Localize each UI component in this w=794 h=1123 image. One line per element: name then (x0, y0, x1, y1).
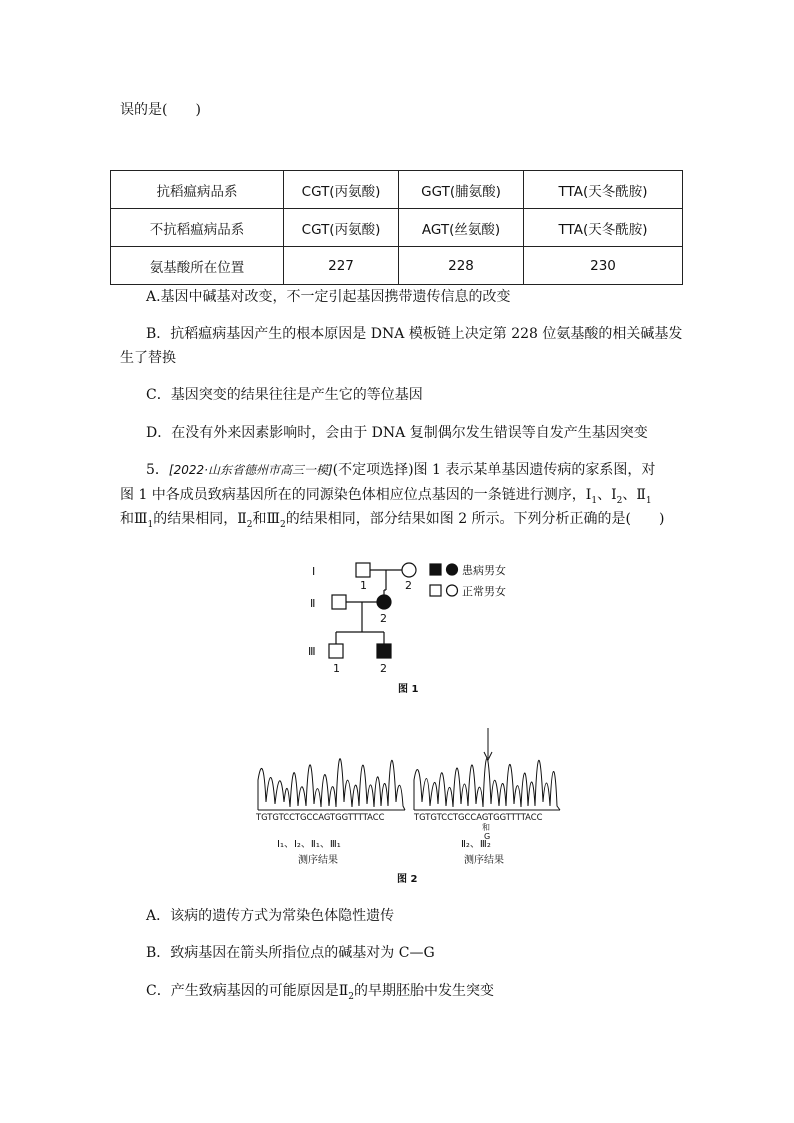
svg-text:2: 2 (380, 612, 387, 625)
sequencing-figure (250, 722, 580, 887)
q4-option-b-line2: 生了替换 (120, 350, 176, 366)
left-result-label: 测序结果 (298, 855, 338, 866)
q5-number: 5． (146, 462, 169, 478)
g-label: G (484, 832, 491, 841)
left-members-label: Ⅰ₁、Ⅰ₂、Ⅱ₁、Ⅲ₁ (277, 839, 341, 850)
gen-II-label: Ⅱ (310, 597, 316, 610)
pedigree-figure (300, 555, 530, 700)
pedigree-II2-affected-female (377, 595, 391, 609)
sequence-left: TGTGTCCTGCCAGTGGTTTTACC (256, 812, 385, 822)
gen-III-label: Ⅲ (308, 645, 316, 658)
row-label: 抗稻瘟病品系 (111, 171, 284, 209)
codon-table (110, 170, 683, 285)
pedigree-I2-female (402, 563, 416, 577)
q5-source: [2022·山东省德州市高三一模] (168, 463, 333, 477)
legend-affected-female-icon (447, 564, 458, 575)
right-members-label: Ⅱ₂、Ⅲ₂ (461, 839, 491, 850)
table-cell: GGT(脯氨酸) (399, 171, 524, 209)
chromatogram-right (414, 758, 560, 810)
table-cell: CGT(丙氨酸) (284, 209, 399, 247)
q5-option-b: B．致病基因在箭头所指位点的碱基对为 C—G (146, 945, 435, 961)
q4-option-d: D．在没有外来因素影响时，会由于 DNA 复制偶尔发生错误等自发产生基因突变 (146, 425, 648, 441)
table-cell: TTA(天冬酰胺) (524, 209, 683, 247)
q5-option-a: A．该病的遗传方式为常染色体隐性遗传 (146, 908, 395, 924)
q5-option-c: C．产生致病基因的可能原因是$Ⅱ_2$的早期胚胎中发生突变 (146, 983, 494, 1002)
right-result-label: 测序结果 (464, 855, 504, 866)
figure2-caption: 图 2 (397, 874, 418, 885)
sequence-right: TGTGTCCTGCCAGTGGTTTTACC (414, 812, 543, 822)
pedigree-III2-affected-male (377, 644, 391, 658)
q5-stem-text: (不定项选择)图 1 表示某单基因遗传病的家系图，对 (332, 462, 656, 478)
chromatogram-left (258, 759, 405, 810)
legend-normal-male-icon (430, 585, 441, 596)
row-label: 氨基酸所在位置 (111, 247, 284, 285)
pedigree-II1-male (332, 595, 346, 609)
table-row (111, 247, 683, 285)
legend-affected-male-icon (430, 564, 441, 575)
legend-affected-label: 患病男女 (462, 564, 506, 577)
legend-normal-female-icon (447, 585, 458, 596)
svg-text:1: 1 (333, 662, 340, 675)
table-cell: AGT(丝氨酸) (399, 209, 524, 247)
pedigree-III1-male (329, 644, 343, 658)
table-cell: CGT(丙氨酸) (284, 171, 399, 209)
q5-stem-line1 (146, 460, 655, 480)
q4-option-b-line1: B．抗稻瘟病基因产生的根本原因是 DNA 模板链上决定第 228 位氨基酸的相关碱基发 (146, 326, 683, 342)
table-cell: TTA(天冬酰胺) (524, 171, 683, 209)
q4-option-c: C．基因突变的结果往往是产生它的等位基因 (146, 387, 423, 403)
table-cell: 230 (524, 247, 683, 285)
table-row (111, 171, 683, 209)
q4-stem-tail: 误的是( ) (120, 102, 201, 118)
and-label: 和 (482, 823, 490, 832)
q4-option-a: A.基因中碱基对改变，不一定引起基因携带遗传信息的改变 (146, 289, 511, 305)
svg-text:2: 2 (405, 579, 412, 592)
pedigree-I1-male (356, 563, 370, 577)
table-cell: 228 (399, 247, 524, 285)
table-row (111, 209, 683, 247)
figure1-caption: 图 1 (398, 684, 419, 695)
svg-text:1: 1 (360, 579, 367, 592)
legend-normal-label: 正常男女 (462, 585, 506, 598)
table-cell: 227 (284, 247, 399, 285)
svg-text:2: 2 (380, 662, 387, 675)
q5-stem-line2: 图 1 中各成员致病基因所在的同源染色体相应位点基因的一条链进行测序，$Ⅰ_1$、$Ⅰ_2$、$Ⅱ_1$ (120, 487, 652, 506)
q5-stem-line3: 和$Ⅲ_1$的结果相同，$Ⅱ_2$和$Ⅲ_2$的结果相同，部分结果如图 2 所示。下列分析正确的是( ) (120, 511, 665, 530)
row-label: 不抗稻瘟病品系 (111, 209, 284, 247)
gen-I-label: Ⅰ (312, 565, 316, 578)
